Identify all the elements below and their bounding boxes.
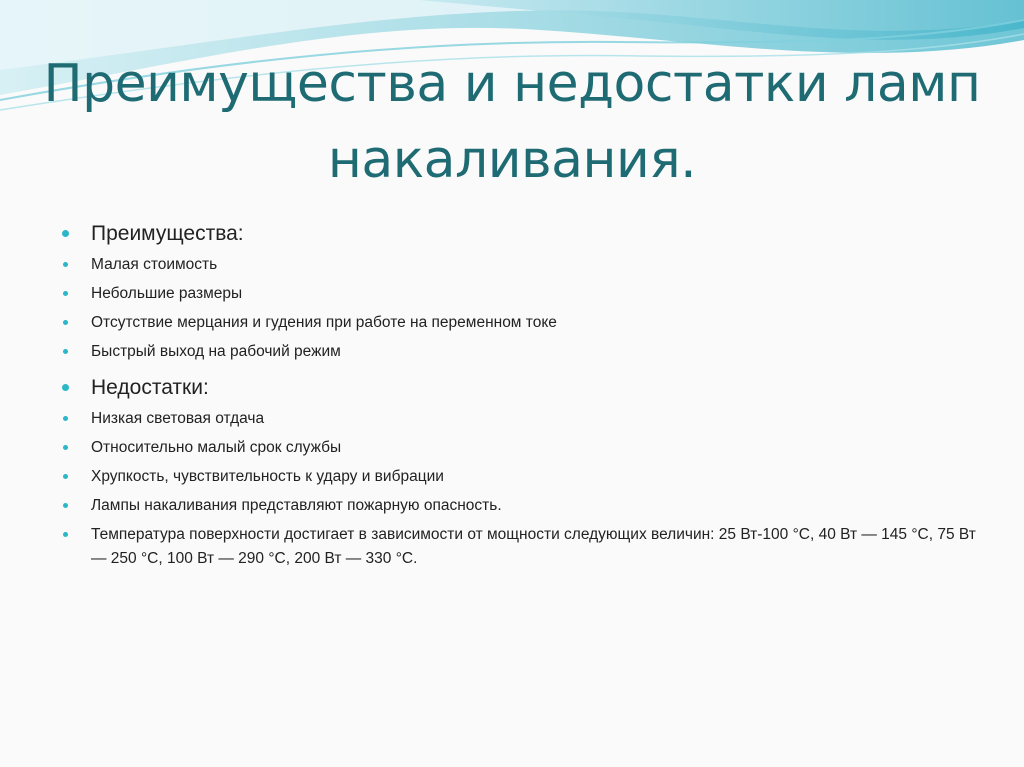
list-item-text: Отсутствие мерцания и гудения при работе на переменном токе — [91, 314, 557, 331]
bullet-icon — [63, 262, 68, 267]
bullet-icon — [63, 320, 68, 325]
list-item — [58, 494, 978, 518]
list-item — [58, 340, 978, 364]
list-item — [58, 282, 978, 306]
bullet-icon — [63, 474, 68, 479]
list-item-text: Относительно малый срок службы — [91, 439, 342, 456]
list-item-text: Небольшие размеры — [91, 285, 243, 302]
bullet-icon — [63, 532, 68, 537]
list-item — [58, 523, 978, 571]
list-item-text: Хрупкость, чувствительность к удару и вибрации — [91, 468, 444, 485]
list-item-text: Малая стоимость — [91, 256, 218, 273]
list-item-text: Лампы накаливания представляют пожарную опасность. — [91, 497, 502, 514]
slide-title: Преимущества и недостатки ламп накаливания. — [43, 54, 981, 190]
list-item-text: Низкая световая отдача — [91, 410, 265, 427]
bullet-icon — [63, 416, 68, 421]
section-heading-advantages — [58, 220, 978, 248]
list-item — [58, 253, 978, 277]
bullet-icon — [63, 349, 68, 354]
list-item — [58, 407, 978, 431]
bullet-icon — [63, 503, 68, 508]
list-item-text: Быстрый выход на рабочий режим — [91, 343, 341, 360]
bullet-icon — [63, 445, 68, 450]
bullet-icon — [63, 291, 68, 296]
bullet-icon — [62, 384, 69, 391]
bullet-icon — [62, 230, 69, 237]
list-item — [58, 465, 978, 489]
slide-content — [58, 220, 978, 571]
section-heading-disadvantages — [58, 374, 978, 402]
list-item-text: Температура поверхности достигает в зависимости от мощности следующих величин: 25 Вт-100 °C, 40 Вт — 145 °C, 75 Вт — 250 °C, 100 Вт — 290 °C, 200 Вт — 330 °C. — [91, 526, 976, 567]
list-item — [58, 311, 978, 335]
list-item — [58, 436, 978, 460]
section-heading-label: Недостатки: — [91, 376, 209, 399]
section-heading-label: Преимущества: — [91, 222, 244, 245]
